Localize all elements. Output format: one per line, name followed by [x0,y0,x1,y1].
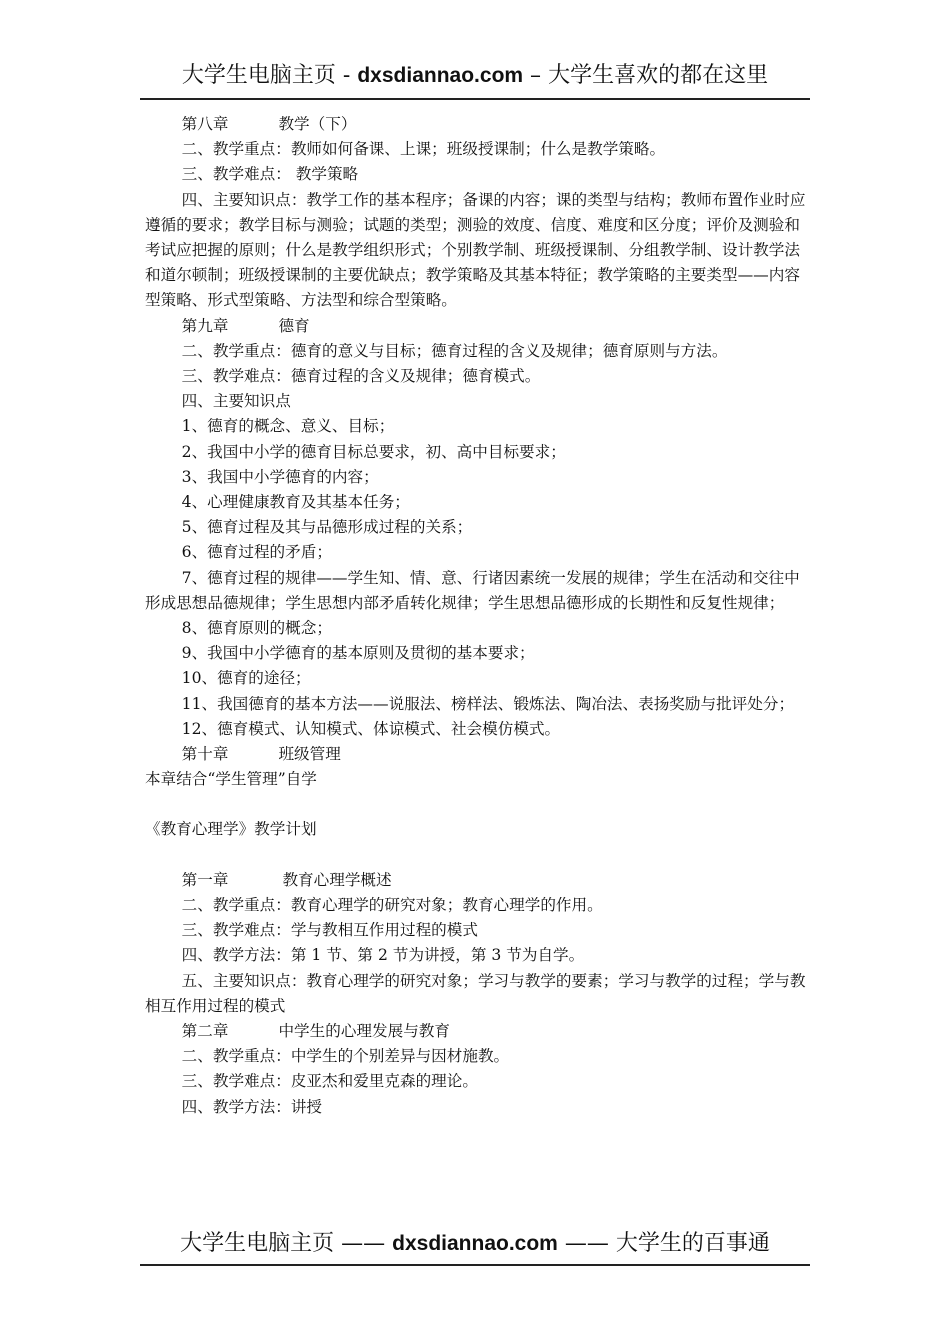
header-domain-link[interactable]: dxsdiannao.com [357,64,524,87]
page-footer [140,1226,810,1262]
header-separator: – [523,63,549,88]
list-item: 9、我国中小学德育的基本原则及贯彻的基本要求； [181,644,535,663]
page-header [140,58,810,94]
chapter-number: 第九章 [181,316,229,335]
header-separator: - [335,63,358,88]
footer-separator: —— [557,1231,616,1256]
paragraph: 四、教学方法：第 1 节、第 2 节为讲授，第 3 节为自学。 [181,946,585,965]
list-item: 3、我国中小学德育的内容； [181,467,379,486]
chapter-title: 教学（下） [278,115,357,133]
paragraph: 四、主要知识点 [181,392,291,411]
spacer [145,792,807,817]
footer-separator: —— [334,1231,393,1256]
section-title: 《教育心理学》教学计划 [145,820,317,839]
spacer [145,843,807,868]
chapter-heading [145,742,807,767]
header-site-name: 大学生电脑主页 [181,63,336,88]
chapter-title: 教育心理学概述 [282,870,392,889]
header-rule [140,98,810,100]
list-item: 10、德育的途径； [181,669,311,688]
paragraph: 四、主要知识点：教学工作的基本程序；备课的内容；课的类型与结构；教师布置作业时应遵循的要求；教学目标与测验；试题的类型；测验的效度、信度、难度和区分度；评价及测验和考试应把握的原则；什么是教学组织形式；个别教学制、班级授课制、分组教学制、设计教学法和道尔顿制；班级授课制的主要优缺点；教学策略及其基本特征；教学策略的主要类型——内容型策略、形式型策略、方法型和综合型策略。 [145,190,806,310]
paragraph: 三、教学难点：皮亚杰和爱里克森的理论。 [181,1072,478,1091]
chapter-heading [145,112,807,137]
footer-domain-link[interactable]: dxsdiannao.com [392,1232,558,1255]
list-item: 6、德育过程的矛盾； [181,543,332,562]
chapter-heading [145,314,807,339]
paragraph: 本章结合“学生管理”自学 [145,770,317,789]
list-item: 1、德育的概念、意义、目标； [181,417,395,436]
paragraph: 三、教学难点： 教学策略 [181,165,359,184]
chapter-number: 第二章 [181,1021,229,1040]
chapter-title: 中学生的心理发展与教育 [278,1021,450,1040]
list-item: 4、心理健康教育及其基本任务； [181,493,410,512]
paragraph: 二、教学重点：教师如何备课、上课；班级授课制；什么是教学策略。 [181,140,666,159]
paragraph: 五、主要知识点：教育心理学的研究对象；学习与教学的要素；学习与教学的过程；学与教相互作用过程的模式 [145,971,806,1015]
footer-rule [140,1264,810,1266]
chapter-number: 第一章 [181,870,229,889]
paragraph: 三、教学难点：德育过程的含义及规律；德育模式。 [181,367,541,386]
paragraph: 三、教学难点：学与教相互作用过程的模式 [181,921,478,940]
chapter-heading [145,1019,807,1044]
footer-site-name: 大学生电脑主页 [180,1231,335,1256]
paragraph: 二、教学重点：中学生的个别差异与因材施教。 [181,1047,510,1066]
list-item: 7、德育过程的规律——学生知、情、意、行诸因素统一发展的规律；学生在活动和交往中形成思想品德规律；学生思想内部矛盾转化规律；学生思想品德形成的长期性和反复性规律； [145,568,800,612]
header-slogan: 大学生喜欢的都在这里 [548,63,769,88]
chapter-title: 班级管理 [278,745,341,764]
chapter-heading [145,868,807,893]
paragraph: 四、教学方法：讲授 [181,1097,323,1116]
chapter-number: 第八章 [181,115,229,133]
list-item: 2、我国中小学的德育目标总要求，初、高中目标要求； [181,442,566,461]
list-item: 12、德育模式、认知模式、体谅模式、社会模仿模式。 [181,719,561,738]
footer-slogan: 大学生的百事通 [615,1231,770,1256]
paragraph: 二、教学重点：德育的意义与目标；德育过程的含义及规律；德育原则与方法。 [181,341,728,360]
paragraph: 二、教学重点：教育心理学的研究对象；教育心理学的作用。 [181,895,603,914]
list-item: 11、我国德育的基本方法——说服法、榜样法、锻炼法、陶冶法、表扬奖励与批评处分； [181,694,795,713]
list-item: 5、德育过程及其与品德形成过程的关系； [181,518,473,537]
document-body [145,112,807,1120]
chapter-number: 第十章 [181,745,229,764]
chapter-title: 德育 [278,316,310,335]
list-item: 8、德育原则的概念； [181,619,332,638]
